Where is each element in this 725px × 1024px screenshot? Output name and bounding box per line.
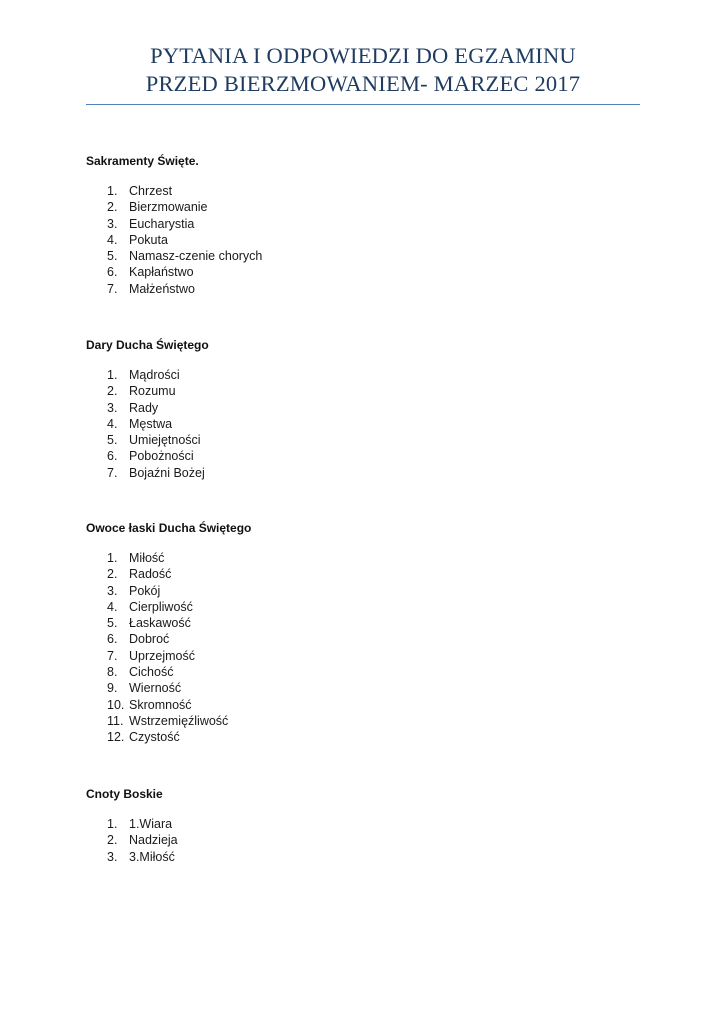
list-item-text: Chrzest bbox=[129, 184, 173, 198]
list-number: 3. bbox=[107, 849, 118, 864]
numbered-list bbox=[86, 367, 640, 481]
list-item bbox=[86, 713, 640, 729]
list-item bbox=[86, 281, 640, 297]
list-item-text: 1.Wiara bbox=[129, 817, 173, 831]
list-number: 2. bbox=[107, 567, 118, 582]
list-number: 1. bbox=[107, 551, 118, 565]
list-item bbox=[86, 648, 640, 664]
list-item-text: Namasz-czenie chorych bbox=[129, 249, 263, 264]
list-number: 8. bbox=[107, 665, 118, 680]
list-item bbox=[86, 816, 640, 832]
list-item-text: Małżeństwo bbox=[129, 281, 195, 296]
list-number: 6. bbox=[107, 265, 118, 280]
list-item bbox=[86, 232, 640, 248]
list-item bbox=[86, 248, 640, 264]
list-item-text: Eucharystia bbox=[129, 216, 195, 231]
list-item bbox=[86, 680, 640, 696]
list-item-text: Dobroć bbox=[129, 632, 170, 647]
list-number: 5. bbox=[107, 249, 118, 264]
list-item-text: Pobożności bbox=[129, 449, 194, 464]
list-number: 5. bbox=[107, 616, 118, 631]
numbered-list bbox=[86, 816, 640, 865]
list-item bbox=[86, 383, 640, 399]
list-item-text: Cichość bbox=[129, 665, 174, 680]
section-owoce bbox=[86, 520, 640, 746]
list-item-text: Uprzejmość bbox=[129, 648, 195, 663]
section-heading: Dary Ducha Świętego bbox=[86, 338, 209, 352]
section-heading: Cnoty Boskie bbox=[86, 787, 163, 801]
list-item bbox=[86, 849, 640, 865]
list-item bbox=[86, 832, 640, 848]
list-number: 2. bbox=[107, 833, 118, 848]
list-item bbox=[86, 465, 640, 481]
list-item bbox=[86, 729, 640, 745]
list-item bbox=[86, 416, 640, 432]
list-item bbox=[86, 367, 640, 383]
list-item-text: Radość bbox=[129, 567, 172, 582]
title-underline bbox=[86, 104, 640, 105]
list-number: 2. bbox=[107, 384, 118, 399]
section-sakramenty bbox=[86, 153, 640, 297]
list-item bbox=[86, 664, 640, 680]
list-number: 9. bbox=[107, 681, 118, 696]
list-item-text: Mądrości bbox=[129, 368, 180, 382]
list-number: 3. bbox=[107, 583, 118, 598]
list-item-text: Bojaźni Bożej bbox=[129, 465, 205, 480]
list-item bbox=[86, 400, 640, 416]
list-number: 1. bbox=[107, 817, 118, 831]
list-item bbox=[86, 216, 640, 232]
list-item-text: Nadzieja bbox=[129, 833, 178, 848]
list-number: 1. bbox=[107, 184, 118, 198]
title-line-2: PRZED BIERZMOWANIEM- MARZEC 2017 bbox=[145, 71, 581, 96]
list-item-text: Męstwa bbox=[129, 416, 173, 431]
list-item-text: Rozumu bbox=[129, 384, 176, 399]
list-number: 3. bbox=[107, 216, 118, 231]
list-number: 5. bbox=[107, 433, 118, 448]
list-item-text: Umiejętności bbox=[129, 433, 201, 448]
list-number: 7. bbox=[107, 648, 118, 663]
list-item bbox=[86, 599, 640, 615]
list-number: 2. bbox=[107, 200, 118, 215]
list-item-text: Rady bbox=[129, 400, 159, 415]
list-item bbox=[86, 432, 640, 448]
numbered-list bbox=[86, 550, 640, 746]
section-dary bbox=[86, 337, 640, 481]
list-item bbox=[86, 583, 640, 599]
list-item bbox=[86, 448, 640, 464]
list-number: 7. bbox=[107, 465, 118, 480]
list-item-text: Kapłaństwo bbox=[129, 265, 194, 280]
list-number: 6. bbox=[107, 632, 118, 647]
list-item-text: Pokuta bbox=[129, 232, 168, 247]
list-number: 4. bbox=[107, 599, 118, 614]
title-line-1: PYTANIA I ODPOWIEDZI DO EGZAMINU bbox=[150, 43, 576, 68]
list-item bbox=[86, 183, 640, 199]
numbered-list bbox=[86, 183, 640, 297]
list-item-text: Miłość bbox=[129, 551, 165, 565]
list-number: 4. bbox=[107, 232, 118, 247]
list-item bbox=[86, 550, 640, 566]
list-item bbox=[86, 264, 640, 280]
document-title bbox=[86, 42, 640, 98]
list-number: 6. bbox=[107, 449, 118, 464]
list-item-text: Cierpliwość bbox=[129, 599, 193, 614]
list-item bbox=[86, 631, 640, 647]
section-cnoty bbox=[86, 786, 640, 865]
list-item-text: Wstrzemięźliwość bbox=[129, 713, 229, 728]
list-item-text: Pokój bbox=[129, 583, 161, 598]
list-number: 10. bbox=[107, 697, 125, 712]
list-item bbox=[86, 615, 640, 631]
list-item bbox=[86, 199, 640, 215]
list-item bbox=[86, 697, 640, 713]
list-item-text: 3.Miłość bbox=[129, 849, 175, 864]
section-heading: Sakramenty Święte. bbox=[86, 154, 199, 168]
list-number: 4. bbox=[107, 416, 118, 431]
list-item-text: Skromność bbox=[129, 697, 192, 712]
list-item-text: Wierność bbox=[129, 681, 182, 696]
section-heading: Owoce łaski Ducha Świętego bbox=[86, 521, 252, 535]
list-number: 12. bbox=[107, 730, 125, 745]
list-item bbox=[86, 566, 640, 582]
list-item-text: Bierzmowanie bbox=[129, 200, 208, 215]
list-item-text: Czystość bbox=[129, 730, 180, 745]
list-item-text: Łaskawość bbox=[129, 616, 191, 631]
list-number: 3. bbox=[107, 400, 118, 415]
list-number: 7. bbox=[107, 281, 118, 296]
list-number: 11. bbox=[107, 713, 124, 728]
list-number: 1. bbox=[107, 368, 118, 382]
